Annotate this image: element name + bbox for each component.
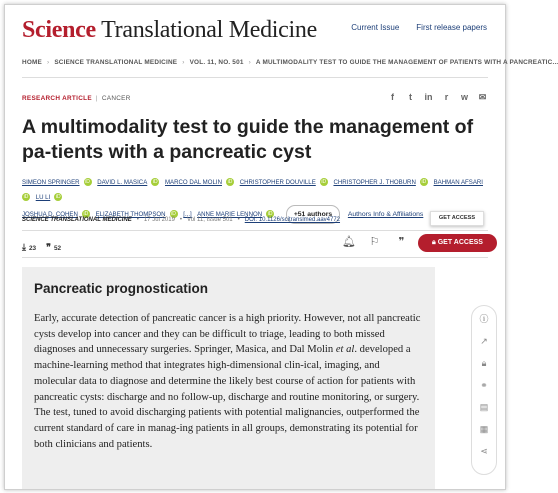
wechat-icon[interactable]: w (460, 92, 468, 102)
summary-text: Early, accurate detection of pancreatic cancer is a high priority. However, not all pancreatic cysts develop into cancer and they can be difficult to triage, leading to both missed diagnoses and unnecessary surgeries. Springer, Masica, and Dal Molin et al. developed a machine-learning method that integrates high-dimensional clin-ical, imaging, and molecular data to diagnose and determine the likely best course of action for patients with pancreatic cysts: discharge and no follow-up, discharge and routine monitoring, or surgery. The test, tuned to avoid discharging patients with potential malignancies, outperformed the current standard of care in manag-ing patients in all groups, demonstrating its potential for both clinicians and patients. (34, 313, 421, 450)
download-icon: ⤓ (22, 242, 26, 252)
article-kicker: RESEARCH ARTICLE | CANCER (22, 95, 131, 102)
author-link[interactable]: ELIZABETH THOMPSON (95, 211, 166, 218)
article-category[interactable]: CANCER (101, 95, 131, 102)
journal-name: SCIENCE TRANSLATIONAL MEDICINE (22, 217, 132, 223)
breadcrumb-article: A MULTIMODALITY TEST TO GUIDE THE MANAGEMENT OF PATIENTS WITH A PANCREATIC... (255, 59, 558, 66)
article-stats (22, 242, 61, 253)
chevron-right-icon: › (248, 59, 251, 66)
breadcrumb (22, 59, 558, 66)
side-tool-rail (471, 305, 497, 475)
figure-icon[interactable]: ▦ (479, 424, 489, 434)
page-frame (4, 4, 558, 490)
article-actions (342, 235, 407, 248)
masthead (5, 5, 505, 47)
bookmark-icon[interactable]: ⚐ (369, 236, 380, 248)
author-link[interactable]: CHRISTOPHER J. THOBURN (333, 179, 416, 186)
link-icon[interactable]: ⚭ (480, 380, 488, 390)
orcid-icon[interactable]: iD (55, 194, 61, 201)
downloads-stat[interactable]: ⤓ 23 (22, 242, 37, 252)
author-link[interactable]: LU LI (35, 194, 51, 201)
orcid-icon[interactable]: iD (227, 179, 233, 186)
facebook-icon[interactable]: f (391, 92, 394, 102)
nav-current-issue[interactable]: Current Issue (351, 23, 400, 32)
divider (22, 257, 488, 258)
breadcrumb-home[interactable]: HOME (22, 59, 42, 66)
twitter-icon[interactable]: t (409, 92, 412, 102)
divider (22, 230, 488, 231)
article-meta: SCIENCE TRANSLATIONAL MEDICINE • 17 Jul 2019 • Vol 11, Issue 501 • DOI: 10.1126/scitranslmed.aav4772 (22, 217, 341, 223)
summary-heading: Pancreatic prognostication (34, 281, 209, 296)
alert-bell-icon[interactable]: 🔔︎ (342, 236, 356, 248)
journal-logo[interactable]: Science Translational Medicine (22, 17, 317, 43)
citations-stat[interactable]: ❞ 52 (46, 242, 62, 252)
author-link[interactable]: SIMEON SPRINGER (22, 179, 80, 186)
chevron-right-icon: › (182, 59, 185, 66)
breadcrumb-journal[interactable]: SCIENCE TRANSLATIONAL MEDICINE (54, 59, 178, 66)
breadcrumb-issue[interactable]: VOL. 11, NO. 501 (189, 59, 244, 66)
author-link[interactable]: CHRISTOPHER DOUVILLE (239, 179, 316, 186)
divider (22, 77, 488, 78)
orcid-icon[interactable]: iD (267, 211, 273, 218)
lock-icon[interactable]: 🔒︎ (481, 358, 487, 368)
author-link[interactable]: BAHMAN AFSARI (433, 179, 483, 186)
orcid-icon[interactable]: iD (171, 211, 176, 218)
author-ellipsis[interactable]: [...] (183, 211, 192, 218)
cite-icon[interactable]: ❞ (398, 236, 405, 248)
reference-icon[interactable]: ▤ (479, 402, 489, 412)
quote-icon: ❞ (46, 242, 51, 252)
nav-first-release-papers[interactable]: First release papers (416, 23, 487, 32)
orcid-icon[interactable]: iD (421, 179, 427, 186)
get-access-button[interactable]: 🔒︎ GET ACCESS (418, 234, 497, 252)
author-link[interactable]: ANNE MARIE LENNON (197, 211, 263, 218)
email-icon[interactable]: ✉ (478, 92, 487, 102)
metrics-icon[interactable]: ↗ (480, 336, 488, 346)
linkedin-icon[interactable]: in (424, 92, 433, 102)
orcid-icon[interactable]: iD (83, 211, 89, 218)
author-link[interactable]: DAVID L. MASICA (97, 179, 148, 186)
more-authors-button[interactable]: +51 authors (286, 205, 340, 224)
orcid-icon[interactable]: iD (152, 179, 158, 186)
volume-issue[interactable]: Vol 11, Issue 501 (187, 217, 233, 223)
author-link[interactable]: MARCO DAL MOLIN (164, 179, 222, 186)
orcid-icon[interactable]: iD (23, 194, 29, 201)
lock-icon: 🔒︎ (432, 239, 436, 246)
top-nav (351, 23, 487, 32)
info-icon[interactable]: ⓘ (479, 314, 489, 324)
orcid-icon[interactable]: iD (321, 179, 327, 186)
share-bar (388, 93, 487, 102)
orcid-icon[interactable]: iD (85, 179, 90, 186)
share-icon[interactable]: ⋖ (480, 446, 488, 456)
author-link[interactable]: JOSHUA D. COHEN (22, 211, 78, 218)
article-title: A multimodality test to guide the management of pa-tients with a pancreatic cyst (22, 116, 474, 163)
article-type: RESEARCH ARTICLE (22, 95, 92, 102)
chevron-right-icon: › (46, 59, 50, 66)
affiliations-link[interactable]: Authors Info & Affiliations (347, 211, 424, 218)
publish-date: 17 Jul 2019 (143, 217, 175, 223)
reddit-icon[interactable]: r (444, 92, 449, 102)
get-access-tooltip: GET ACCESS (430, 211, 484, 226)
editors-summary (22, 267, 435, 489)
doi-link[interactable]: DOI: 10.1126/scitranslmed.aav4772 (244, 217, 341, 223)
